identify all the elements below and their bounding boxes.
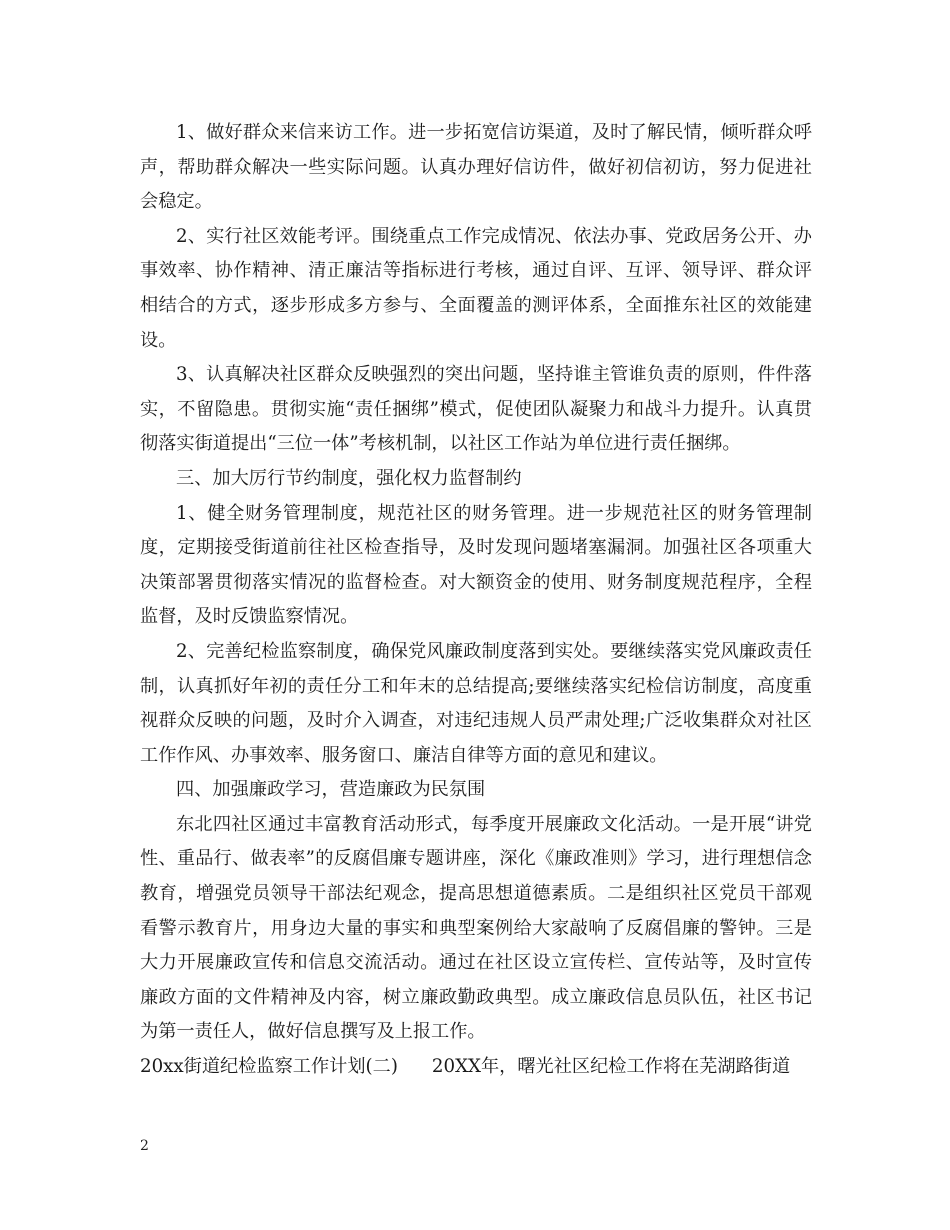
paragraph-1: 1、做好群众来信来访工作。进一步拓宽信访渠道，及时了解民情，倾听群众呼声，帮助群众解决一些实际问题。认真办理好信访件，做好初信初访，努力促进社会稳定。 <box>140 122 812 213</box>
paragraph-3: 3、认真解决社区群众反映强烈的突出问题，坚持谁主管谁负责的原则，件件落实，不留隐患。贯彻实施“责任捆绑”模式，促使团队凝聚力和战斗力提升。认真贯彻落实街道提出“三位一体”考核机制，以社区工作站为单位进行责任捆绑。 <box>140 364 812 455</box>
section-heading-3: 三、加大厉行节约制度，强化权力监督制约 <box>176 467 522 489</box>
next-plan-title: 20xx街道纪检监察工作计划(二) <box>140 1056 398 1078</box>
document-body <box>140 116 812 1085</box>
page-number: 2 <box>140 1138 149 1154</box>
section-heading-4: 四、加强廉政学习，营造廉政为民氛围 <box>176 779 486 801</box>
paragraph-6: 东北四社区通过丰富教育活动形式，每季度开展廉政文化活动。一是开展“讲党性、重品行、做表率”的反腐倡廉专题讲座，深化《廉政准则》学习，进行理想信念教育，增强党员领导干部法纪观念，提高思想道德素质。二是组织社区党员干部观看警示教育片，用身边大量的事实和典型案例给大家敲响了反腐倡廉的警钟。三是大力开展廉政宣传和信息交流活动。通过在社区设立宣传栏、宣传站等，及时宣传廉政方面的文件精神及内容，树立廉政勤政典型。成立廉政信息员队伍，社区书记为第一责任人，做好信息撰写及上报工作。 <box>140 813 812 1043</box>
next-plan-line <box>140 1050 812 1085</box>
paragraph-4: 1、健全财务管理制度，规范社区的财务管理。进一步规范社区的财务管理制度，定期接受街道前往社区检查指导，及时发现问题堵塞漏洞。加强社区各项重大决策部署贯彻落实情况的监督检查。对大额资金的使用、财务制度规范程序，全程监督，及时反馈监察情况。 <box>140 502 812 628</box>
paragraph-2: 2、实行社区效能考评。围绕重点工作完成情况、依法办事、党政居务公开、办事效率、协作精神、清正廉洁等指标进行考核，通过自评、互评、领导评、群众评相结合的方式，逐步形成多方参与、全面覆盖的测评体系，全面推东社区的效能建设。 <box>140 225 812 351</box>
next-plan-text: 20XX年，曙光社区纪检工作将在芜湖路街道 <box>431 1056 791 1078</box>
paragraph-5: 2、完善纪检监察制度，确保党风廉政制度落到实处。要继续落实党风廉政责任制，认真抓好年初的责任分工和年末的总结提高;要继续落实纪检信访制度，高度重视群众反映的问题，及时介入调查，对违纪违规人员严肃处理;广泛收集群众对社区工作作风、办事效率、服务窗口、廉洁自律等方面的意见和建议。 <box>140 640 812 766</box>
